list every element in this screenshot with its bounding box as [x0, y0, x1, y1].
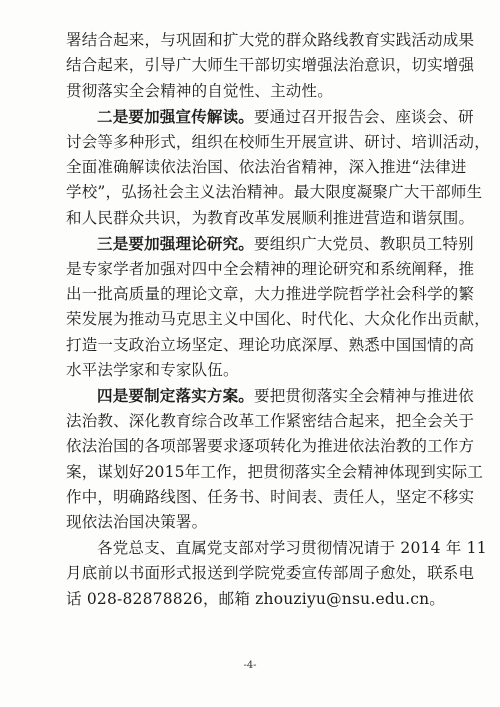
section-heading: 三是要加强理论研究。 [97, 234, 255, 254]
text-run: 是专家学者加强对四中全会精神的理论研究和系统阐释，推 [66, 259, 475, 278]
text-line [66, 536, 487, 561]
paragraph [66, 536, 487, 612]
text-run: 要通过召开报告会、座谈会、研 [254, 108, 474, 127]
text-run: 学校”，弘扬社会主义法治精神。最大限度凝聚广大干部师生 [66, 183, 483, 202]
text-line [66, 257, 475, 282]
text-line [66, 358, 438, 383]
document-body [66, 28, 490, 612]
text-line [66, 485, 475, 510]
text-line [66, 561, 475, 586]
text-run: 各党总支、直属党支部对学习贯彻情况请于 2014 年 11 [97, 538, 487, 557]
text-line [66, 155, 467, 180]
text-line [66, 28, 475, 53]
text-line [66, 206, 475, 231]
text-run: 署结合起来，与巩固和扩大党的群众路线教育实践活动成果 [66, 31, 475, 49]
text-line [66, 231, 474, 256]
paragraph [66, 231, 490, 383]
text-line [66, 53, 475, 78]
text-run: 讨会等多种形式，组织在校师生开展宣讲、研讨、培训活动， [66, 132, 490, 151]
text-run: 荣发展为推动马克思主义中国化、时代化、大众化作出贡献， [66, 310, 490, 329]
text-run: 法治教、深化教育综合改革工作紧密结合起来，把全会关于 [66, 411, 475, 430]
section-heading: 二是要加强宣传解读。 [97, 107, 255, 127]
section-heading: 四是要制定落实方案。 [97, 386, 255, 406]
text-run: 打造一支政治立场坚定、理论功底深厚、熟悉中国国情的高 [66, 335, 475, 354]
text-run: 结合起来，引导广大师生干部切实增强法治意识，切实增强 [66, 56, 475, 75]
paragraph [66, 104, 490, 231]
text-run: 和人民群众共识，为教育改革发展顺利推进营造和谐氛围。 [66, 208, 475, 227]
text-run: 全面准确解读依法治国、依法治省精神，深入推进“法律进 [66, 157, 467, 176]
text-run: 话 028-82878826，邮箱 zhouziyu@nsu.edu.cn。 [66, 589, 446, 608]
text-run: 作中，明确路线图、任务书、时间表、责任人，坚定不移实 [66, 488, 475, 507]
text-run: 月底前以书面形式报送到学院党委宣传部周子愈处，联系电 [66, 564, 475, 583]
text-run: 现依法治国决策署。 [66, 513, 208, 532]
text-run: 出一批高质量的理论文章，大力推进学院哲学社会科学的繁 [66, 284, 475, 303]
page-number: -4- [243, 660, 257, 671]
text-run: 要组织广大党员、教职员工特别 [254, 235, 474, 254]
text-line [66, 460, 484, 485]
text-line [66, 79, 438, 104]
text-run: 要把贯彻落实全会精神与推进依 [254, 387, 474, 406]
text-line [66, 104, 474, 129]
text-line [66, 409, 475, 434]
text-line [66, 510, 438, 535]
text-line [66, 333, 475, 358]
text-line [66, 282, 475, 307]
text-run: 依法治国的各项部署要求逐项转化为推进依法治教的工作方 [66, 437, 475, 456]
text-line [66, 307, 490, 332]
text-line [66, 180, 483, 205]
paragraph [66, 28, 475, 104]
text-line [66, 383, 474, 408]
text-line [66, 587, 446, 612]
text-line [66, 434, 475, 459]
text-run: 水平法学家和专家队伍。 [66, 361, 239, 380]
text-run: 案，谋划好2015年工作，把贯彻落实全会精神体现到实际工 [66, 462, 484, 481]
paragraph [66, 383, 484, 535]
text-line [66, 130, 490, 155]
text-run: 贯彻落实全会精神的自觉性、主动性。 [66, 81, 333, 100]
